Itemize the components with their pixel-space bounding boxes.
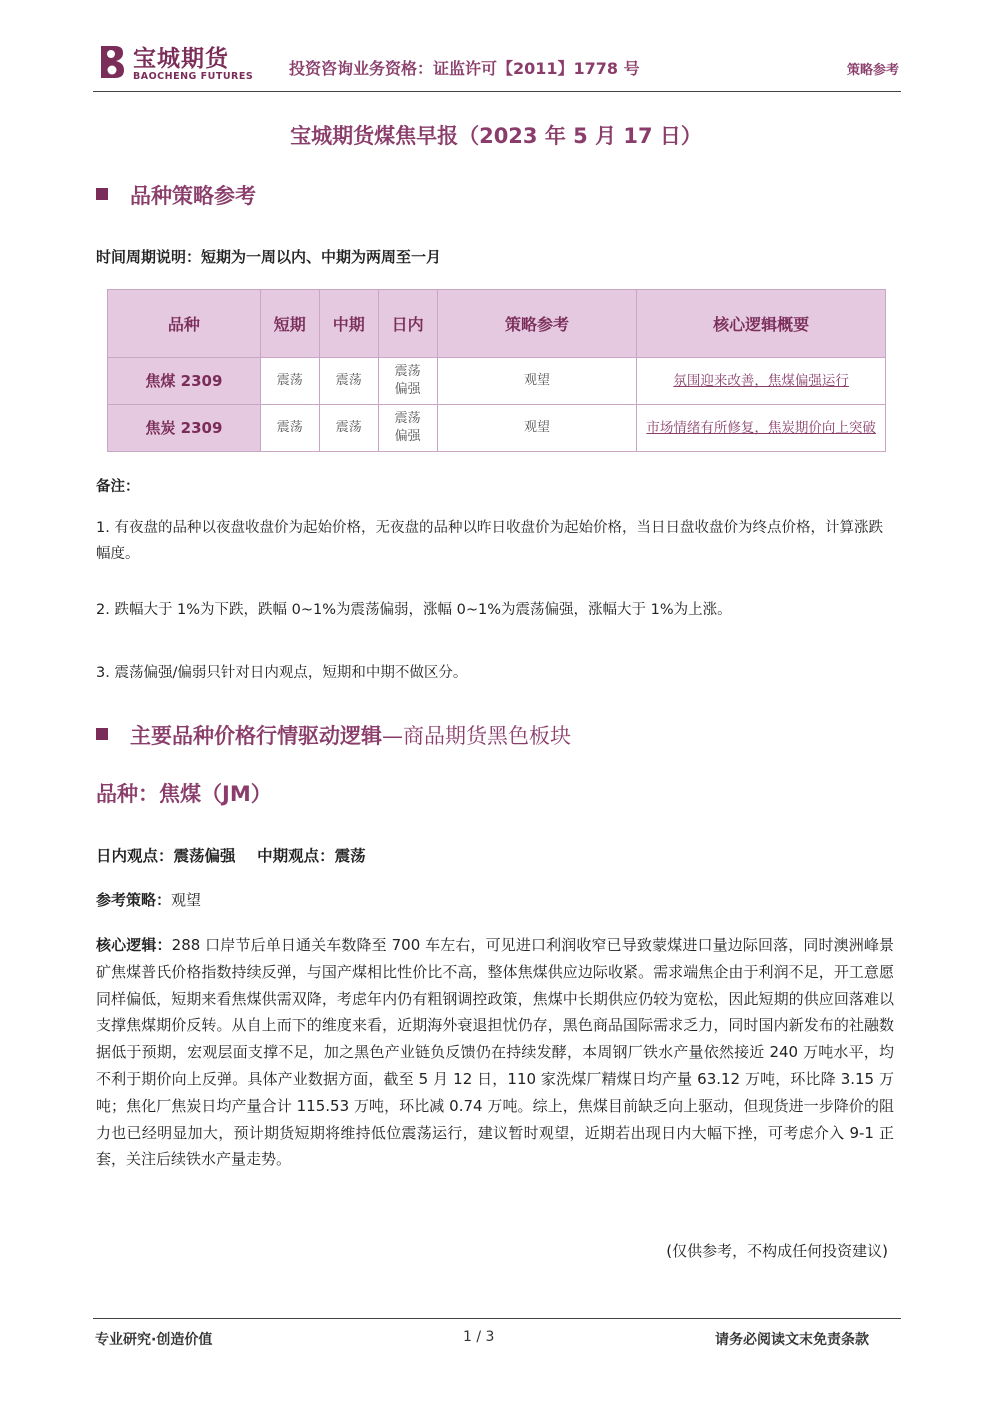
- column-header: 中期: [319, 290, 378, 358]
- footer-slogan: 专业研究·创造价值: [95, 1332, 213, 1348]
- strategy-cell: 观望: [437, 358, 637, 405]
- notes-label: 备注：: [96, 479, 140, 495]
- table-header-row: [108, 290, 886, 358]
- column-header: 品种: [108, 290, 261, 358]
- section-heading-drivers: [96, 720, 571, 750]
- logic-text: 288 口岸节后单日通关车数降至 700 车左右，可见进口利润收窄已导致蒙煤进口量边际回落，同时澳洲峰景矿焦煤普氏价格指数持续反弹，与国产煤相比性价比不高，整体焦煤供应边际收紧。需求端焦企由于利润不足，开工意愿同样偏低，短期来看焦煤供需双降，考虑年内仍有粗钢调控政策，焦煤中长期供应仍较为宽松，因此短期的供应回落难以支撑焦煤期价反转。从自上而下的维度来看，近期海外衰退担忧仍存，黑色商品国际需求乏力，同时国内新发布的社融数据低于预期，宏观层面支撑不足，加之黑色产业链负反馈仍在持续发酵，本周钢厂铁水产量依然接近 240 万吨水平，均不利于期价向上反弹。具体产业数据方面，截至 5 月 12 日，110 家洗煤厂精煤日均产量 63.12 万吨，环比降 3.15 万吨；焦化厂焦炭日均产量合计 115.53 万吨，环比减 0.74 万吨。综上，焦煤目前缺乏向上驱动，但现货进一步降价的阻力也已经明显加大，预计期货短期将维持低位震荡运行，建议暂时观望，近期若出现日内大幅下挫，可考虑介入 9-1 正套，关注后续铁水产量走势。: [96, 936, 894, 1169]
- section-bullet-icon: [96, 188, 108, 200]
- company-logo: [93, 40, 254, 88]
- mid-term-cell: 震荡: [319, 358, 378, 405]
- strategy-label: 参考策略：: [96, 891, 172, 909]
- reference-strategy: [96, 887, 896, 913]
- logo-english-name: BAOCHENG FUTURES: [133, 71, 254, 82]
- page-number: 1 / 3: [463, 1329, 495, 1345]
- mid-term-cell: 震荡: [319, 405, 378, 452]
- footer-disclaimer-note: 请务必阅读文末免责条款: [715, 1332, 869, 1348]
- column-header: 短期: [260, 290, 319, 358]
- note-item-2: 2. 跌幅大于 1%为下跌，跌幅 0~1%为震荡偏弱，涨幅 0~1%为震荡偏强，涨幅大于 1%为上涨。: [96, 602, 732, 618]
- view-line: 日内观点：震荡偏强 中期观点：震荡: [96, 847, 366, 865]
- short-term-cell: 震荡: [260, 405, 319, 452]
- column-header: 核心逻辑概要: [637, 290, 886, 358]
- table-row: [108, 358, 886, 405]
- column-header: 策略参考: [437, 290, 637, 358]
- logo-mark-icon: [97, 42, 127, 82]
- period-note: 时间周期说明：短期为一周以内、中期为两周至一月: [96, 248, 442, 266]
- page-header: [93, 38, 901, 92]
- note-item-3: 3. 震荡偏强/偏弱只针对日内观点，短期和中期不做区分。: [96, 665, 468, 681]
- section-bullet-icon: [96, 728, 108, 740]
- intraday-cell: 震荡偏强: [378, 405, 437, 452]
- short-term-cell: 震荡: [260, 358, 319, 405]
- core-logic: [96, 932, 894, 1173]
- table-row: [108, 405, 886, 452]
- column-header: 日内: [378, 290, 437, 358]
- section-heading-strategy: [96, 180, 256, 210]
- strategy-table: [107, 289, 886, 452]
- page-footer: [93, 1318, 901, 1348]
- license-info: 投资咨询业务资格：证监许可【2011】1778 号: [289, 59, 640, 78]
- section-title: 品种策略参考: [130, 184, 256, 208]
- section-title: 主要品种价格行情驱动逻辑: [130, 724, 382, 748]
- variety-cell: 焦煤 2309: [108, 358, 261, 405]
- logic-link[interactable]: 市场情绪有所修复，焦炭期价向上突破: [637, 405, 886, 452]
- section-subtitle: —商品期货黑色板块: [382, 724, 571, 748]
- disclaimer: (仅供参考，不构成任何投资建议): [666, 1242, 888, 1260]
- logo-chinese-name: 宝城期货: [133, 45, 229, 72]
- note-item-1: 1. 有夜盘的品种以夜盘收盘价为起始价格，无夜盘的品种以昨日收盘价为起始价格，当日日盘收盘价为终点价格，计算涨跌幅度。: [96, 520, 883, 562]
- document-title: 宝城期货煤焦早报（2023 年 5 月 17 日）: [290, 124, 702, 148]
- strategy-value: 观望: [171, 891, 202, 909]
- strategy-cell: 观望: [437, 405, 637, 452]
- logic-link[interactable]: 氛围迎来改善，焦煤偏强运行: [637, 358, 886, 405]
- intraday-cell: 震荡偏强: [378, 358, 437, 405]
- header-tag: 策略参考: [846, 63, 899, 78]
- variety-cell: 焦炭 2309: [108, 405, 261, 452]
- variety-title: 品种：焦煤（JM）: [96, 782, 272, 806]
- logic-label: 核心逻辑：: [96, 936, 172, 954]
